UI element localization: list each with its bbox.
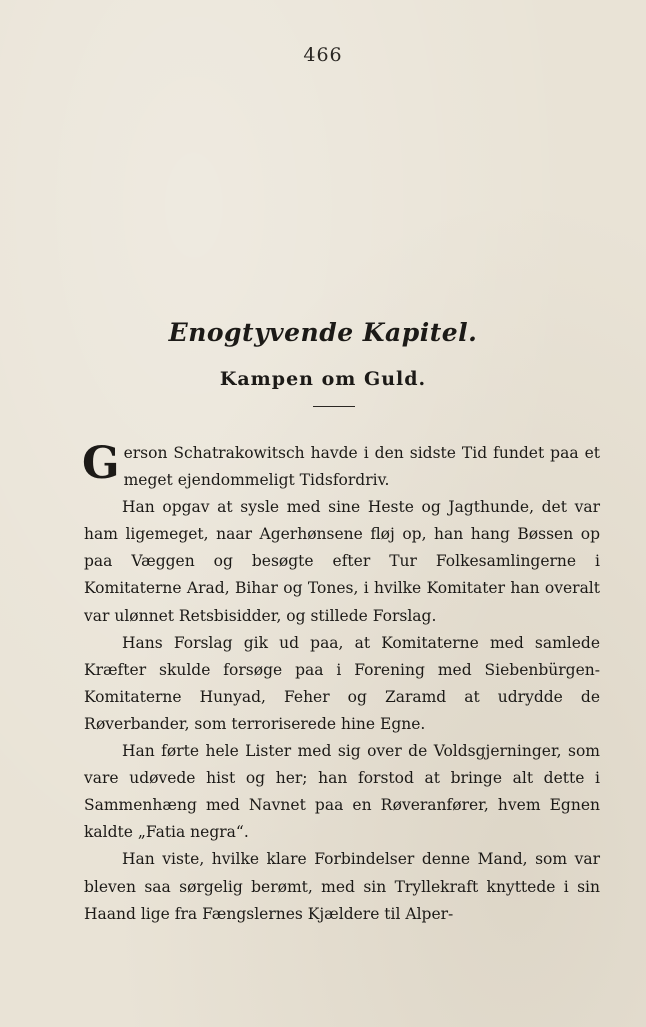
paragraph: Han viste, hvilke klare Forbindelser denne Mand, som var bleven saa sørgelig berømt, med sin Tryllekraft knyttede i sin Haand lige fra Fængslernes Kjældere til Alper- — [84, 850, 600, 923]
chapter-title: Enogtyvende Kapitel. — [168, 318, 478, 347]
paragraph: Hans Forslag gik ud paa, at Komitaterne med samlede Kræfter skulde forsøge paa i Forening med Siebenbürgen-Komitaterne Hunyad, Feher og Zaramd at udrydde de Røverbander, som terroriserede hine Egne. — [84, 633, 600, 733]
paragraph — [84, 440, 600, 494]
paragraph-text: erson Schatrakowitsch havde i den sidste Tid fundet paa et meget ejendommeligt Tidsfordriv. — [123, 444, 600, 490]
chapter-body — [84, 440, 600, 928]
page-number: 466 — [303, 44, 343, 66]
paragraph: Han opgav at sysle med sine Heste og Jagthunde, det var ham ligemeget, naar Agerhønsene fløj op, han hang Bøssen op paa Væggen og besøgte efter Tur Folkesamlingerne i Komitaterne Arad, Bihar og Tones, i hvilke Komitater han overalt var ulønnet Retsbisidder, og stillede Forslag. — [84, 498, 600, 625]
chapter-divider — [313, 406, 355, 407]
drop-cap: G — [82, 438, 120, 489]
chapter-subtitle: Kampen om Guld. — [219, 368, 427, 390]
paragraph: Han førte hele Lister med sig over de Voldsgjerninger, som vare udøvede hist og her; han forstod at bringe alt dette i Sammenhæng med Navnet paa en Røveranfører, hvem Egnen kaldte „Fatia negra“. — [84, 742, 600, 842]
